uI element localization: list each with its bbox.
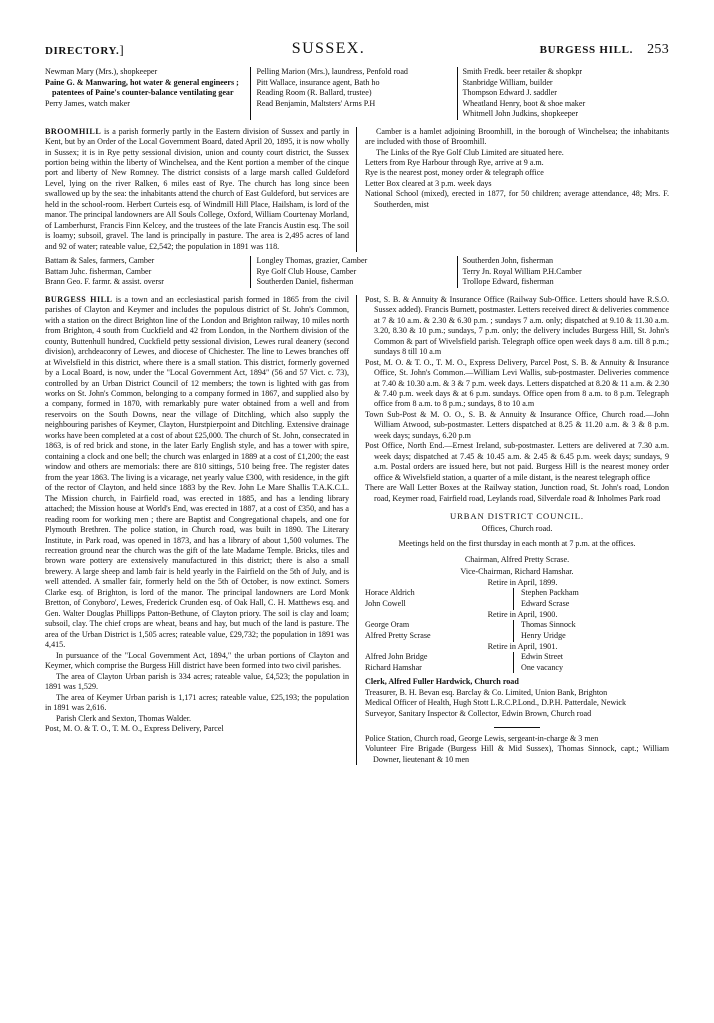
page-sheet bbox=[45, 42, 669, 765]
udc-offices: Offices, Church road. bbox=[481, 524, 553, 534]
udc-member: Edward Scrase bbox=[521, 598, 570, 608]
udc-members-left bbox=[365, 588, 513, 609]
burgess-hill-column-left bbox=[45, 295, 356, 765]
broomhill-post-office: Rye is the nearest post, money order & telegraph office bbox=[365, 168, 544, 178]
udc-member-group bbox=[365, 652, 669, 673]
broomhill-national-school: National School (mixed), erected in 1877, for 50 children; average attendance, 48; Mrs. F. Southerden, mist bbox=[365, 189, 669, 209]
udc-member: Richard Hamshar bbox=[365, 662, 422, 672]
broomhill-paragraph-links: The Links of the Rye Golf Club Limited are situated here. bbox=[376, 147, 564, 157]
running-head-left-label: DIRECTORY. bbox=[45, 45, 120, 57]
trader-entry: Newman Mary (Mrs.), shopkeeper bbox=[45, 67, 158, 76]
udc-officer-surveyor: Surveyor, Sanitary Inspector & Collector, Edwin Brown, Church road bbox=[365, 709, 592, 718]
udc-member: Stephen Packham bbox=[521, 588, 579, 598]
people-entry: Battam Juhc. fisherman, Camber bbox=[45, 266, 152, 276]
people-entry: Terry Jn. Royal William P.H.Camber bbox=[462, 266, 582, 276]
post-office-entry: Post, S. B. & Annuity & Insurance Office (Railway Sub-Office. Letters should have R.S.O. Sussex added). Francis Burnett, postmaster. Letters received direct & deliveries commence at 7 & 10 a.m. & 2.30 & 6.30 p.m. ; sundays 7 a.m. only; dispatched at 9.10 & 11.30 a.m. 3.20, 8.30 & 10 p.m.; sundays, 7 p.m. only; the delivery includes Burgess Hill, St. John's Common & part of Wivelsfield parish. Telegraph office open week days 8 a.m. till 8 p.m.; sundays 8 till 10 a.m bbox=[365, 294, 669, 357]
udc-member: Henry Uridge bbox=[521, 630, 566, 640]
broomhill-trader-columns bbox=[45, 67, 669, 120]
section-divider-rule bbox=[494, 727, 540, 728]
running-head-right bbox=[540, 42, 669, 58]
broomhill-post-letters: Letters from Rye Harbour through Rye, arrive at 9 a.m. bbox=[365, 157, 544, 167]
people-column-3 bbox=[457, 256, 669, 288]
udc-members-right bbox=[513, 620, 669, 641]
people-entry: Longley Thomas, grazier, Camber bbox=[256, 256, 368, 266]
urban-district-council-section bbox=[365, 511, 669, 765]
post-office-entry: Post Office, North End.—Ernest Ireland, sub-postmaster. Letters are delivered at 7.30 a.m. week days; dispatched at 7.45 & 10.45 a.m. & 2.45 & 6.45 p.m. week days; sundays, 9 a.m. Postal orders are issued here, but not paid. Burgess Hill is the nearest money order office & Wivelsfield station, a quarter of a mile distant, is the nearest telegraph office bbox=[365, 441, 669, 482]
udc-vice-chairman: Vice-Chairman, Richard Hamshar. bbox=[460, 566, 574, 576]
udc-retire-heading: Retire in April, 1900. bbox=[487, 609, 558, 619]
burgess-hill-heading: BURGESS HILL bbox=[45, 294, 113, 304]
running-head-county: SUSSEX. bbox=[291, 40, 366, 57]
wall-letter-boxes-entry: There are Wall Letter Boxes at the Railway station, Junction road, St. John's road, London road, Keymer road, Fairfield road, Leylands road, Silverdale road & Inholmes Park road bbox=[365, 483, 669, 503]
running-head-place: BURGESS HILL. bbox=[539, 44, 634, 56]
trader-column-2 bbox=[250, 67, 456, 120]
udc-officer-treasurer: Treasurer, B. H. Bevan esq. Barclay & Co. Limited, Union Bank, Brighton bbox=[365, 687, 608, 697]
page-number: 253 bbox=[647, 42, 669, 57]
trader-entry: Stanbridge William, builder bbox=[462, 77, 553, 87]
udc-members-right bbox=[513, 588, 669, 609]
udc-member: Thomas Sinnock bbox=[521, 620, 576, 630]
broomhill-heading: BROOMHILL bbox=[45, 126, 102, 136]
udc-retire-heading: Retire in April, 1899. bbox=[487, 577, 558, 587]
people-entry: Southerden Daniel, fisherman bbox=[256, 277, 354, 287]
trader-entry: Pitt Wallace, insurance agent, Bath ho bbox=[256, 77, 380, 87]
parish-clerk-line: Parish Clerk and Sexton, Thomas Walder. bbox=[56, 713, 192, 723]
burgess-hill-column-right bbox=[356, 295, 669, 765]
udc-member: Alfred Pretty Scrase bbox=[365, 630, 431, 640]
trader-entry: Wheatland Henry, boot & shoe maker bbox=[462, 98, 586, 108]
broomhill-paragraph-camber: Camber is a hamlet adjoining Broomhill, in the borough of Winchelsea; the inhabitants are included with those of Broomhill. bbox=[365, 126, 669, 147]
trader-column-1 bbox=[45, 67, 250, 120]
running-head bbox=[45, 42, 669, 58]
udc-member-group bbox=[365, 588, 669, 609]
udc-member: Horace Aldrich bbox=[365, 588, 415, 598]
broomhill-article bbox=[45, 127, 669, 253]
fire-brigade-entry: Volunteer Fire Brigade (Burgess Hill & Mid Sussex), Thomas Sinnock, capt.; William Downer, lieutenant & 10 men bbox=[365, 744, 669, 764]
udc-members-left bbox=[365, 652, 513, 673]
burgess-hill-body: is a town and an ecclesiastical parish formed in 1865 from the civil parishes of Clayton and Keymer and includes the populous district of St. John's Common, with a station on the direct Brighton line of the London and Brighton railway, 10 miles north from Brighton, 4 south from Cuckfield and 42 from London, in the Northern division of the county, Buttenhull hundred, Cuckfield petty sessional division, Lewes rural deanery (second division), archdeaconry of Lewes, and diocese of Chichester. The line to Lewes branches off at Wivelsfield in this district, where there is a small station. This district, formerly governed by a Local Board, is now, under the "Local Government Act, 1894" (56 and 57 Vict. c. 73), controlled by an Urban District Council of 12 members; the town is lighted with gas from works on St. John's Common, belonging to a company formed in 1867, and supplied also by a company, formed in 1870, with remarkably pure water obtained from a well and from reservoirs on the South Downs, near the village of Ditchling, which also supply the neighbouring parishes of Keymer, Clayton, Hurstpierpoint and Ditchling. Extensive drainage works have been completed at a cost of about £25,000. The church of St. John, consecrated in 1863, is of red brick and stone, in the later Early English style, and has a tower with spire, containing a clock and one bell; the church was enlarged in 1889 at a cost of £1,200; the east window and others are memorials: there are 810 sittings, 510 being free. The register dates from the year 1863. The living is a vicarage, net yearly value £300, with residence, in the gift of the rector of Clayton, and held since 1883 by the Rev. John Le Mare Shallis T.A.K.C.L. The Mission church, in Fairfield road, was erected in 1885, and has a lending library attached; the Mission house at World's End, was erected in 1887, at a cost of £350, and has a reading room for working men ; there are Baptist and Congregational chapels, and one for Plymouth Brethren. The police station, in Church road, was built in 1890. The Literary Institute, in Park road, was opened in 1873, and has a library of about 1,500 volumes. The recreation ground near the church was the gift of the late Madame Temple. Bricks, tiles and brown ware pottery are extensively manufactured in this district; there is also a small brewery. A large sheep and lamb fair is held yearly in the Fairfield on the 5th of July, and is well attended. A smaller fair, formerly held on the 5th of October, is now extinct. Somers Clarke esq. of Brighton, is lord of the manor. The principal landowners are Lord Monk Bretton, of Conyboro', Lewes, Frederick Crunden esq. of Oak Hall, C. H. Matthews esq. and Gen. Walter Douglas Phillipps Patton-Bethune, of Clayton priory. The soil is clay and loam; subsoil, clay. The chief crops are wheat, beans and hay, but much of the land is pasture. The area of the Urban District is 1,505 acres; rateable value, £29,732; the population in 1891 was 4,415. bbox=[45, 294, 350, 650]
udc-member: John Cowell bbox=[365, 598, 406, 608]
trader-entry: Perry James, watch maker bbox=[45, 98, 130, 108]
post-office-entry: Town Sub-Post & M. O. O., S. B. & Annuity & Insurance Office, Church road.—John William Atwood, sub-postmaster. Letters dispatched at 8.25 & 11.20 a.m. & 3 & 8 p.m. week days; sundays, 6.20 p.m bbox=[365, 409, 669, 440]
trader-entry: Smith Fredk. beer retailer & shopkpr bbox=[462, 67, 583, 76]
udc-chairman: Chairman, Alfred Pretty Scrase. bbox=[464, 555, 570, 565]
people-column-2 bbox=[250, 256, 456, 288]
trader-entry: Pelling Marion (Mrs.), laundress, Penfold road bbox=[256, 67, 408, 76]
running-head-left bbox=[45, 42, 129, 58]
people-entry: Rye Golf Club House, Camber bbox=[256, 266, 357, 276]
police-station-entry: Police Station, Church road, George Lewis, sergeant-in-charge & 3 men bbox=[365, 733, 599, 743]
people-entry: Battam & Sales, farmers, Camber bbox=[45, 256, 155, 266]
broomhill-paragraph bbox=[45, 127, 349, 253]
broomhill-people-columns bbox=[45, 256, 669, 288]
burgess-hill-article bbox=[45, 295, 669, 765]
udc-member-group bbox=[365, 620, 669, 641]
post-office-continuation: Post, M. O. & T. O., T. M. O., Express Delivery, Parcel bbox=[45, 723, 224, 733]
broomhill-column-left bbox=[45, 127, 356, 253]
udc-member: Edwin Street bbox=[521, 652, 564, 662]
udc-member: George Oram bbox=[365, 620, 410, 630]
burgess-hill-paragraph-clayton: The area of Clayton Urban parish is 334 acres; rateable value, £4,523; the population in 1891 was 1,529. bbox=[45, 671, 349, 692]
udc-member: Alfred John Bridge bbox=[365, 652, 428, 662]
running-head-bracket: ] bbox=[119, 42, 125, 57]
trader-entry: Whitmell John Judkins, shopkeeper bbox=[462, 109, 579, 119]
udc-retire-heading: Retire in April, 1901. bbox=[487, 641, 558, 651]
people-entry: Southerden John, fisherman bbox=[462, 256, 554, 266]
trader-entry: Paine G. & Manwaring, hot water & general engineers ; patentees of Paine's counter-balance ventilating gear bbox=[45, 77, 239, 98]
broomhill-letter-box: Letter Box cleared at 3 p.m. week days bbox=[365, 178, 492, 188]
udc-member: One vacancy bbox=[521, 662, 564, 672]
udc-title: URBAN DISTRICT COUNCIL. bbox=[450, 511, 584, 522]
post-office-entry: Post, M. O. & T. O., T. M. O., Express Delivery, Parcel Post, S. B. & Annuity & Insurance Office, St. John's Common.—William Levi Wallis, sub-postmaster. Deliveries commence at 7.40 & 10.30 a.m. & 3 & 7 p.m. week days. Letters dispatched at 8.20 & 11 a.m. & 2.30 & 7.40 p.m. week days & at 6 p.m. sundays. Office open from 8 a.m. to 8 p.m. Telegraph office from 8 a.m. to 8 p.m.; sundays, 8 to 10 a.m bbox=[365, 357, 669, 409]
burgess-hill-paragraph-keymer: The area of Keymer Urban parish is 1,171 acres; rateable value, £25,193; the population in 1891 was 2,616. bbox=[45, 692, 349, 713]
burgess-hill-paragraph-main bbox=[45, 295, 349, 651]
trader-entry: Read Benjamin, Maltsters' Arms P.H bbox=[256, 98, 376, 108]
burgess-hill-paragraph-lga: In pursuance of the "Local Government Act, 1894," the urban portions of Clayton and Keymer, which comprise the Burgess Hill district have been formed into two civil parishes. bbox=[45, 650, 349, 671]
broomhill-body-part1: is a parish formerly partly in the Eastern division of Sussex and partly in Kent, but by an Order of the Local Government Board, dated April 20, 1895, it is now wholly in Sussex; it is in Rye petty sessional division, union and county court district, the Sussex portion being within the liberty of Winchelsea, and the Kent portion a member of the cinque port and liberty of New Romney. The district consists of a large marsh called Guldeford Level, lying on the river Ralken, 6 miles east of Rye. The church has long since been swallowed up by the sea: the inhabitants attend the church of East Guldeford, but services are held in the school-room. Herbert Curteis esq. of Windmill Hill Place, Hailsham, is lord of the manor. The principal landowners are All Souls College, Oxford, William Courtenay Morland, of Lamberhurst, Francis Finn Kelcey, and the trustees of the late Francis Austin esq. The soil is loamy; subsoil, gravel. The land is principally in pasture. The area is 2,495 acres of land and 92 of water; rateable value, £2,542; the population in 1891 was 118. bbox=[45, 126, 349, 251]
people-entry: Trollope Edward, fisherman bbox=[462, 277, 554, 287]
trader-entry: Reading Room (R. Ballard, trustee) bbox=[256, 88, 372, 98]
udc-officers bbox=[365, 677, 669, 719]
people-column-1 bbox=[45, 256, 250, 288]
udc-meetings: Meetings held on the first thursday in each month at 7 p.m. at the offices. bbox=[398, 538, 636, 548]
udc-members-right bbox=[513, 652, 669, 673]
udc-officer-mohealth: Medical Officer of Health, Hugh Stott L.R.C.P.Lond., D.P.H. Patterdale, Newick bbox=[365, 698, 627, 708]
udc-members-left bbox=[365, 620, 513, 641]
trader-column-3 bbox=[457, 67, 669, 120]
broomhill-column-right bbox=[356, 127, 669, 253]
trader-entry: Thompson Edward J. saddler bbox=[462, 88, 557, 98]
udc-officer-clerk: Clerk, Alfred Fuller Hardwick, Church road bbox=[365, 677, 519, 687]
public-services bbox=[365, 734, 669, 766]
people-entry: Brann Geo. F. farmr. & assist. oversr bbox=[45, 277, 164, 287]
